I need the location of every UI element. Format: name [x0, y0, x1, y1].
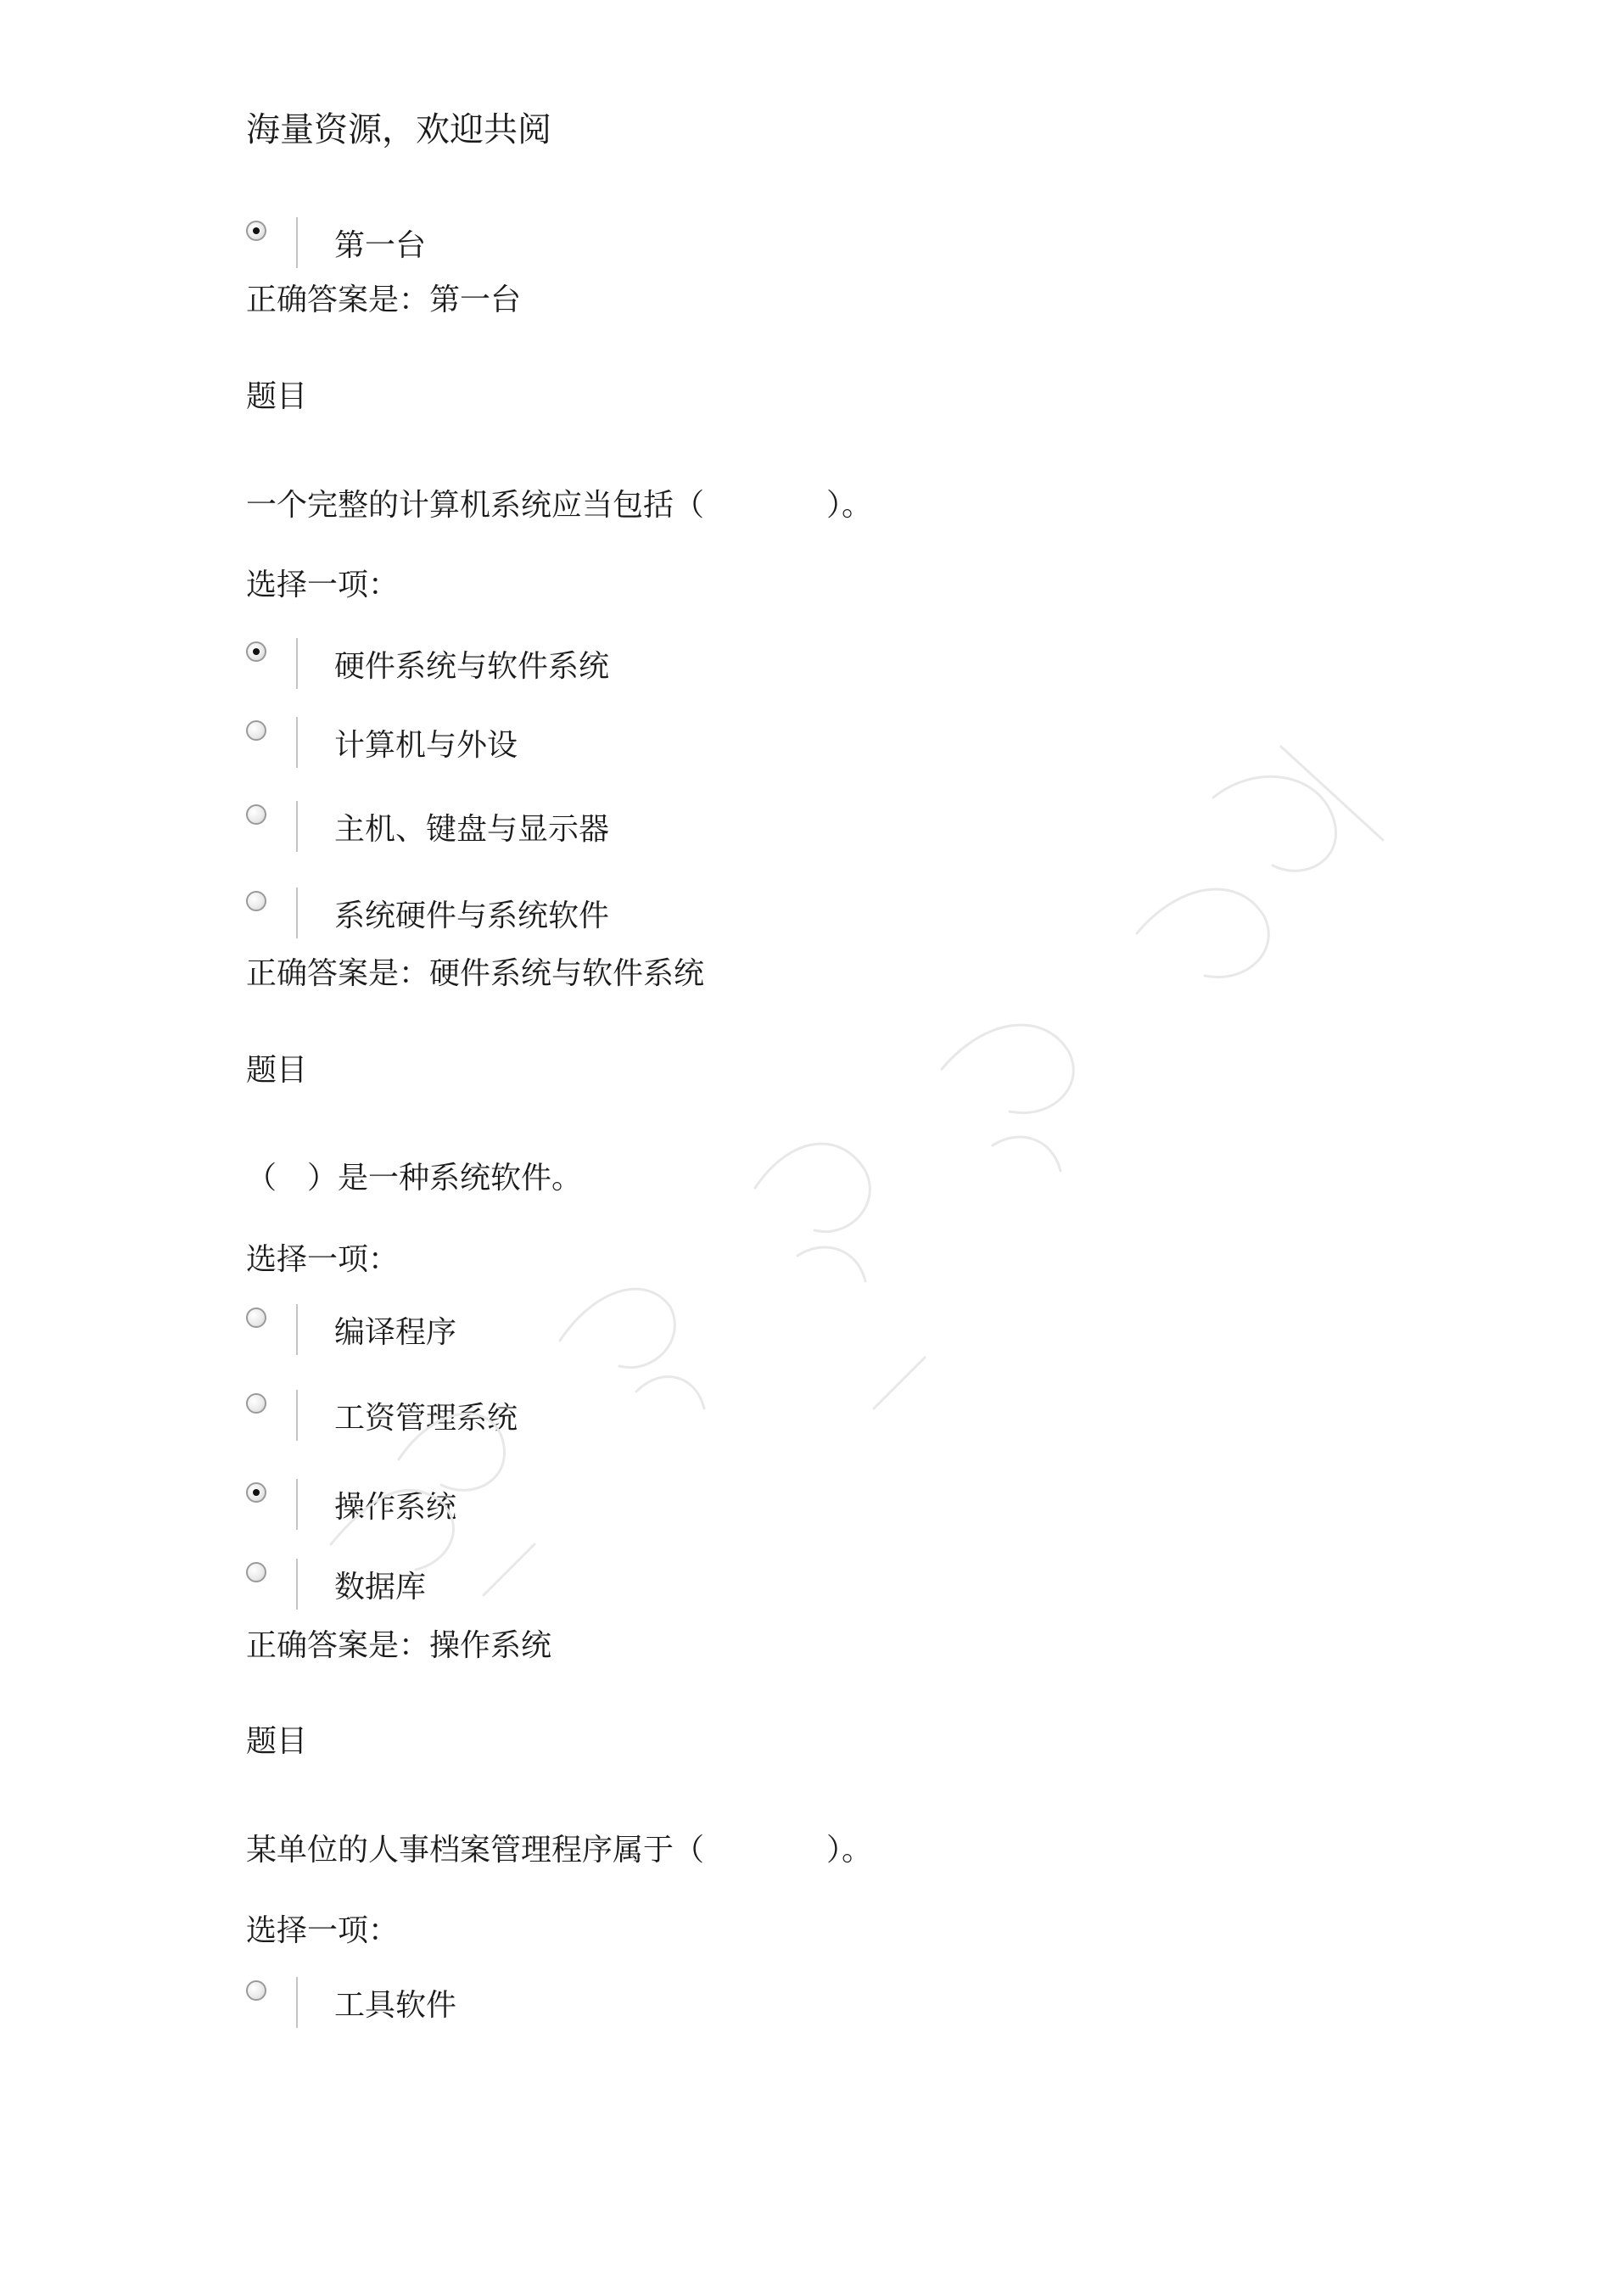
option-label: 计算机与外设: [334, 728, 518, 763]
radio-button[interactable]: [246, 891, 266, 911]
option-label: 编译程序: [334, 1315, 457, 1350]
choice-prompt: 选择一项：: [246, 568, 400, 602]
correct-answer: 正确答案是：硬件系统与软件系统: [246, 956, 705, 991]
question-text: 某单位的人事档案管理程序属于（ ）。: [246, 1833, 873, 1868]
radio-option[interactable]: [246, 217, 1010, 273]
radio-button[interactable]: [246, 804, 266, 825]
option-divider: [296, 1479, 298, 1530]
option-divider: [296, 888, 298, 938]
option-divider: [296, 1559, 298, 1610]
radio-option[interactable]: [246, 1390, 1010, 1446]
radio-option[interactable]: [246, 1559, 1010, 1615]
radio-option[interactable]: [246, 1977, 1010, 2033]
option-divider: [296, 638, 298, 689]
option-divider: [296, 1390, 298, 1441]
radio-option[interactable]: [246, 1304, 1010, 1360]
question-label: 题目: [246, 379, 308, 414]
option-divider: [296, 801, 298, 852]
question-label: 题目: [246, 1053, 308, 1088]
radio-option[interactable]: [246, 801, 1010, 857]
option-label: 工资管理系统: [334, 1401, 518, 1436]
option-label: 系统硬件与系统软件: [334, 899, 610, 933]
option-label: 工具软件: [334, 1988, 457, 2023]
radio-option[interactable]: [246, 717, 1010, 773]
radio-option[interactable]: [246, 638, 1010, 694]
radio-button[interactable]: [246, 1308, 266, 1328]
radio-button[interactable]: [246, 1562, 266, 1582]
question-text: （ ）是一种系统软件。: [246, 1161, 583, 1196]
correct-answer: 正确答案是：操作系统: [246, 1628, 552, 1663]
question-label: 题目: [246, 1724, 308, 1759]
radio-button[interactable]: [246, 1482, 266, 1503]
radio-option[interactable]: [246, 888, 1010, 944]
option-label: 主机、键盘与显示器: [334, 812, 610, 847]
option-divider: [296, 717, 298, 768]
option-divider: [296, 217, 298, 268]
radio-button[interactable]: [246, 221, 266, 241]
option-label: 数据库: [334, 1570, 427, 1604]
radio-button[interactable]: [246, 1393, 266, 1414]
correct-answer: 正确答案是：第一台: [246, 283, 522, 317]
choice-prompt: 选择一项：: [246, 1242, 400, 1277]
question-text: 一个完整的计算机系统应当包括（ ）。: [246, 488, 873, 523]
radio-button[interactable]: [246, 641, 266, 662]
radio-button[interactable]: [246, 720, 266, 741]
option-label: 操作系统: [334, 1490, 457, 1525]
option-divider: [296, 1304, 298, 1355]
choice-prompt: 选择一项：: [246, 1913, 400, 1948]
option-label: 硬件系统与软件系统: [334, 649, 610, 684]
radio-option[interactable]: [246, 1479, 1010, 1535]
option-divider: [296, 1977, 298, 2028]
radio-button[interactable]: [246, 1980, 266, 2001]
page-header: 海量资源，欢迎共阅: [246, 110, 551, 149]
option-label: 第一台: [334, 228, 427, 263]
